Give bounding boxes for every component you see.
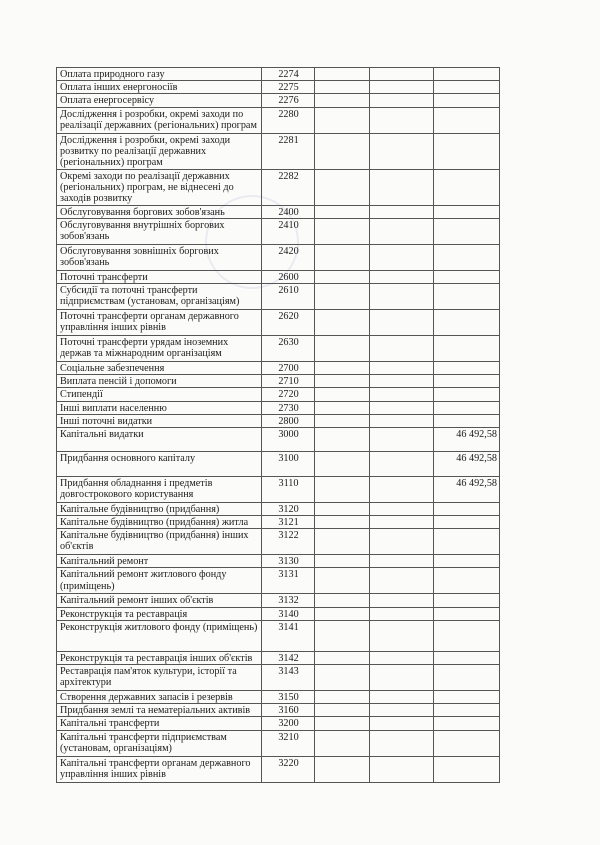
row-name-cell: Дослідження і розробки, окремі заходи розвитку по реалізації державних (регіональних) програм [57,133,262,169]
row-empty-cell [370,651,434,664]
row-code-cell: 3140 [262,607,315,620]
row-empty-cell [315,244,370,270]
row-empty-cell [315,310,370,336]
row-empty-cell [370,169,434,205]
row-empty-cell [370,362,434,375]
row-value-cell: 46 492,58 [434,452,500,476]
row-name-cell: Оплата інших енергоносіїв [57,81,262,94]
row-code-cell: 2410 [262,218,315,244]
row-name-cell: Поточні трансферти [57,270,262,283]
row-value-cell [434,270,500,283]
row-name-cell: Оплата природного газу [57,68,262,81]
row-code-cell: 3200 [262,717,315,730]
row-value-cell [434,205,500,218]
row-value-cell [434,607,500,620]
row-code-cell: 2720 [262,388,315,401]
table-row [57,665,500,691]
row-empty-cell [315,284,370,310]
row-empty-cell [370,94,434,107]
row-empty-cell [370,529,434,555]
row-empty-cell [315,476,370,502]
row-value-cell [434,81,500,94]
row-empty-cell [370,691,434,704]
row-empty-cell [370,476,434,502]
row-empty-cell [315,270,370,283]
row-empty-cell [315,107,370,133]
row-value-cell [434,68,500,81]
row-value-cell [434,133,500,169]
row-name-cell: Придбання землі та нематеріальних активів [57,704,262,717]
row-empty-cell [370,756,434,782]
row-empty-cell [315,502,370,515]
row-name-cell: Обслуговування внутрішніх боргових зобов'язань [57,218,262,244]
row-empty-cell [370,620,434,651]
table-row [57,310,500,336]
row-code-cell: 2281 [262,133,315,169]
row-name-cell: Капітальні трансферти [57,717,262,730]
row-empty-cell [315,336,370,362]
row-empty-cell [315,704,370,717]
row-empty-cell [370,555,434,568]
row-empty-cell [370,502,434,515]
table-row [57,68,500,81]
row-value-cell [434,414,500,427]
row-value-cell [434,336,500,362]
row-empty-cell [370,730,434,756]
expenditure-table [56,67,500,783]
row-name-cell: Реставрація пам'яток культури, історії та архітектури [57,665,262,691]
table-row [57,452,500,476]
row-name-cell: Поточні трансферти органам державного управління інших рівнів [57,310,262,336]
row-empty-cell [370,717,434,730]
row-code-cell: 2282 [262,169,315,205]
table-row [57,362,500,375]
row-value-cell [434,665,500,691]
row-name-cell: Реконструкція житлового фонду (приміщень) [57,620,262,651]
row-code-cell: 2275 [262,81,315,94]
row-empty-cell [315,756,370,782]
row-value-cell [434,284,500,310]
table-row [57,717,500,730]
row-code-cell: 3142 [262,651,315,664]
table-row [57,218,500,244]
row-empty-cell [370,607,434,620]
row-value-cell [434,691,500,704]
table-row [57,94,500,107]
row-value-cell [434,244,500,270]
row-code-cell: 3143 [262,665,315,691]
row-value-cell [434,620,500,651]
row-empty-cell [315,205,370,218]
row-empty-cell [315,133,370,169]
row-code-cell: 3121 [262,516,315,529]
row-name-cell: Придбання основного капіталу [57,452,262,476]
row-name-cell: Капітальні трансферти підприємствам (установам, організаціям) [57,730,262,756]
row-name-cell: Субсидії та поточні трансферти підприємствам (установам, організаціям) [57,284,262,310]
row-value-cell [434,94,500,107]
row-name-cell: Поточні трансферти урядам іноземних держав та міжнародним організаціям [57,336,262,362]
row-code-cell: 2400 [262,205,315,218]
table-row [57,730,500,756]
row-code-cell: 3150 [262,691,315,704]
row-name-cell: Капітальне будівництво (придбання) інших об'єктів [57,529,262,555]
row-name-cell: Капітальний ремонт інших об'єктів [57,594,262,607]
row-empty-cell [370,414,434,427]
row-code-cell: 2420 [262,244,315,270]
row-empty-cell [370,336,434,362]
row-name-cell: Виплата пенсій і допомоги [57,375,262,388]
expenditure-table-body [57,68,500,783]
row-empty-cell [315,620,370,651]
row-code-cell: 3000 [262,428,315,452]
row-empty-cell [315,607,370,620]
row-code-cell: 3141 [262,620,315,651]
row-empty-cell [370,665,434,691]
row-code-cell: 2730 [262,401,315,414]
table-row [57,568,500,594]
row-code-cell: 3120 [262,502,315,515]
row-code-cell: 3220 [262,756,315,782]
row-value-cell [434,502,500,515]
table-row [57,516,500,529]
row-empty-cell [370,244,434,270]
row-name-cell: Соціальне забезпечення [57,362,262,375]
row-name-cell: Обслуговування боргових зобов'язань [57,205,262,218]
table-row [57,651,500,664]
table-row [57,284,500,310]
table-row [57,704,500,717]
row-empty-cell [315,516,370,529]
row-empty-cell [370,81,434,94]
table-row [57,169,500,205]
row-name-cell: Капітальні видатки [57,428,262,452]
row-code-cell: 2800 [262,414,315,427]
row-code-cell: 3100 [262,452,315,476]
row-empty-cell [315,414,370,427]
row-empty-cell [315,594,370,607]
row-empty-cell [315,555,370,568]
row-value-cell [434,169,500,205]
row-code-cell: 2700 [262,362,315,375]
row-empty-cell [370,310,434,336]
row-empty-cell [370,218,434,244]
row-name-cell: Оплата енергосервісу [57,94,262,107]
table-row [57,375,500,388]
row-code-cell: 3160 [262,704,315,717]
row-empty-cell [370,107,434,133]
row-code-cell: 2610 [262,284,315,310]
row-name-cell: Реконструкція та реставрація інших об'єктів [57,651,262,664]
row-code-cell: 2630 [262,336,315,362]
row-value-cell [434,717,500,730]
row-empty-cell [370,568,434,594]
row-value-cell [434,756,500,782]
row-empty-cell [370,452,434,476]
table-row [57,401,500,414]
table-row [57,270,500,283]
row-empty-cell [370,270,434,283]
row-name-cell: Створення державних запасів і резервів [57,691,262,704]
row-name-cell: Окремі заходи по реалізації державних (регіональних) програм, не віднесені до заходів розвитку [57,169,262,205]
row-name-cell: Реконструкція та реставрація [57,607,262,620]
row-value-cell [434,730,500,756]
row-code-cell: 3122 [262,529,315,555]
row-name-cell: Капітальне будівництво (придбання) житла [57,516,262,529]
row-empty-cell [315,388,370,401]
row-empty-cell [370,284,434,310]
row-code-cell: 3130 [262,555,315,568]
row-code-cell: 3132 [262,594,315,607]
row-value-cell [434,704,500,717]
row-value-cell [434,388,500,401]
row-name-cell: Стипендії [57,388,262,401]
table-row [57,607,500,620]
row-empty-cell [315,568,370,594]
row-code-cell: 2280 [262,107,315,133]
row-name-cell: Інші поточні видатки [57,414,262,427]
row-empty-cell [315,218,370,244]
row-name-cell: Дослідження і розробки, окремі заходи по реалізації державних (регіональних) програм [57,107,262,133]
row-name-cell: Капітальний ремонт [57,555,262,568]
row-empty-cell [315,401,370,414]
row-value-cell [434,310,500,336]
row-empty-cell [315,375,370,388]
row-value-cell: 46 492,58 [434,476,500,502]
table-row [57,502,500,515]
row-empty-cell [370,428,434,452]
row-code-cell: 2274 [262,68,315,81]
table-row [57,691,500,704]
table-row [57,107,500,133]
row-value-cell [434,362,500,375]
table-row [57,388,500,401]
row-code-cell: 2276 [262,94,315,107]
row-code-cell: 3110 [262,476,315,502]
row-empty-cell [370,388,434,401]
table-row [57,756,500,782]
table-row [57,555,500,568]
row-empty-cell [315,94,370,107]
row-empty-cell [315,717,370,730]
table-row [57,428,500,452]
row-code-cell: 2600 [262,270,315,283]
table-row [57,81,500,94]
row-value-cell [434,651,500,664]
row-empty-cell [315,428,370,452]
table-row [57,244,500,270]
row-value-cell [434,516,500,529]
row-empty-cell [315,529,370,555]
row-name-cell: Капітальні трансферти органам державного управління інших рівнів [57,756,262,782]
row-empty-cell [315,452,370,476]
row-empty-cell [370,704,434,717]
row-empty-cell [370,516,434,529]
row-empty-cell [315,665,370,691]
row-code-cell: 2620 [262,310,315,336]
row-name-cell: Інші виплати населенню [57,401,262,414]
table-row [57,133,500,169]
row-empty-cell [370,401,434,414]
table-row [57,594,500,607]
table-row [57,336,500,362]
row-name-cell: Капітальний ремонт житлового фонду (приміщень) [57,568,262,594]
row-value-cell: 46 492,58 [434,428,500,452]
row-empty-cell [315,362,370,375]
table-row [57,205,500,218]
row-name-cell: Обслуговування зовнішніх боргових зобов'язань [57,244,262,270]
row-code-cell: 3210 [262,730,315,756]
row-name-cell: Капітальне будівництво (придбання) [57,502,262,515]
row-code-cell: 3131 [262,568,315,594]
row-value-cell [434,529,500,555]
row-empty-cell [315,651,370,664]
table-row [57,414,500,427]
table-row [57,476,500,502]
row-empty-cell [370,594,434,607]
row-value-cell [434,218,500,244]
table-row [57,620,500,651]
row-value-cell [434,594,500,607]
row-empty-cell [315,81,370,94]
row-empty-cell [370,133,434,169]
row-empty-cell [315,68,370,81]
row-code-cell: 2710 [262,375,315,388]
row-empty-cell [315,691,370,704]
row-value-cell [434,107,500,133]
row-empty-cell [370,205,434,218]
row-empty-cell [315,730,370,756]
row-value-cell [434,555,500,568]
table-row [57,529,500,555]
row-empty-cell [370,375,434,388]
row-empty-cell [370,68,434,81]
row-name-cell: Придбання обладнання і предметів довгострокового користування [57,476,262,502]
row-value-cell [434,375,500,388]
row-empty-cell [315,169,370,205]
row-value-cell [434,401,500,414]
row-value-cell [434,568,500,594]
